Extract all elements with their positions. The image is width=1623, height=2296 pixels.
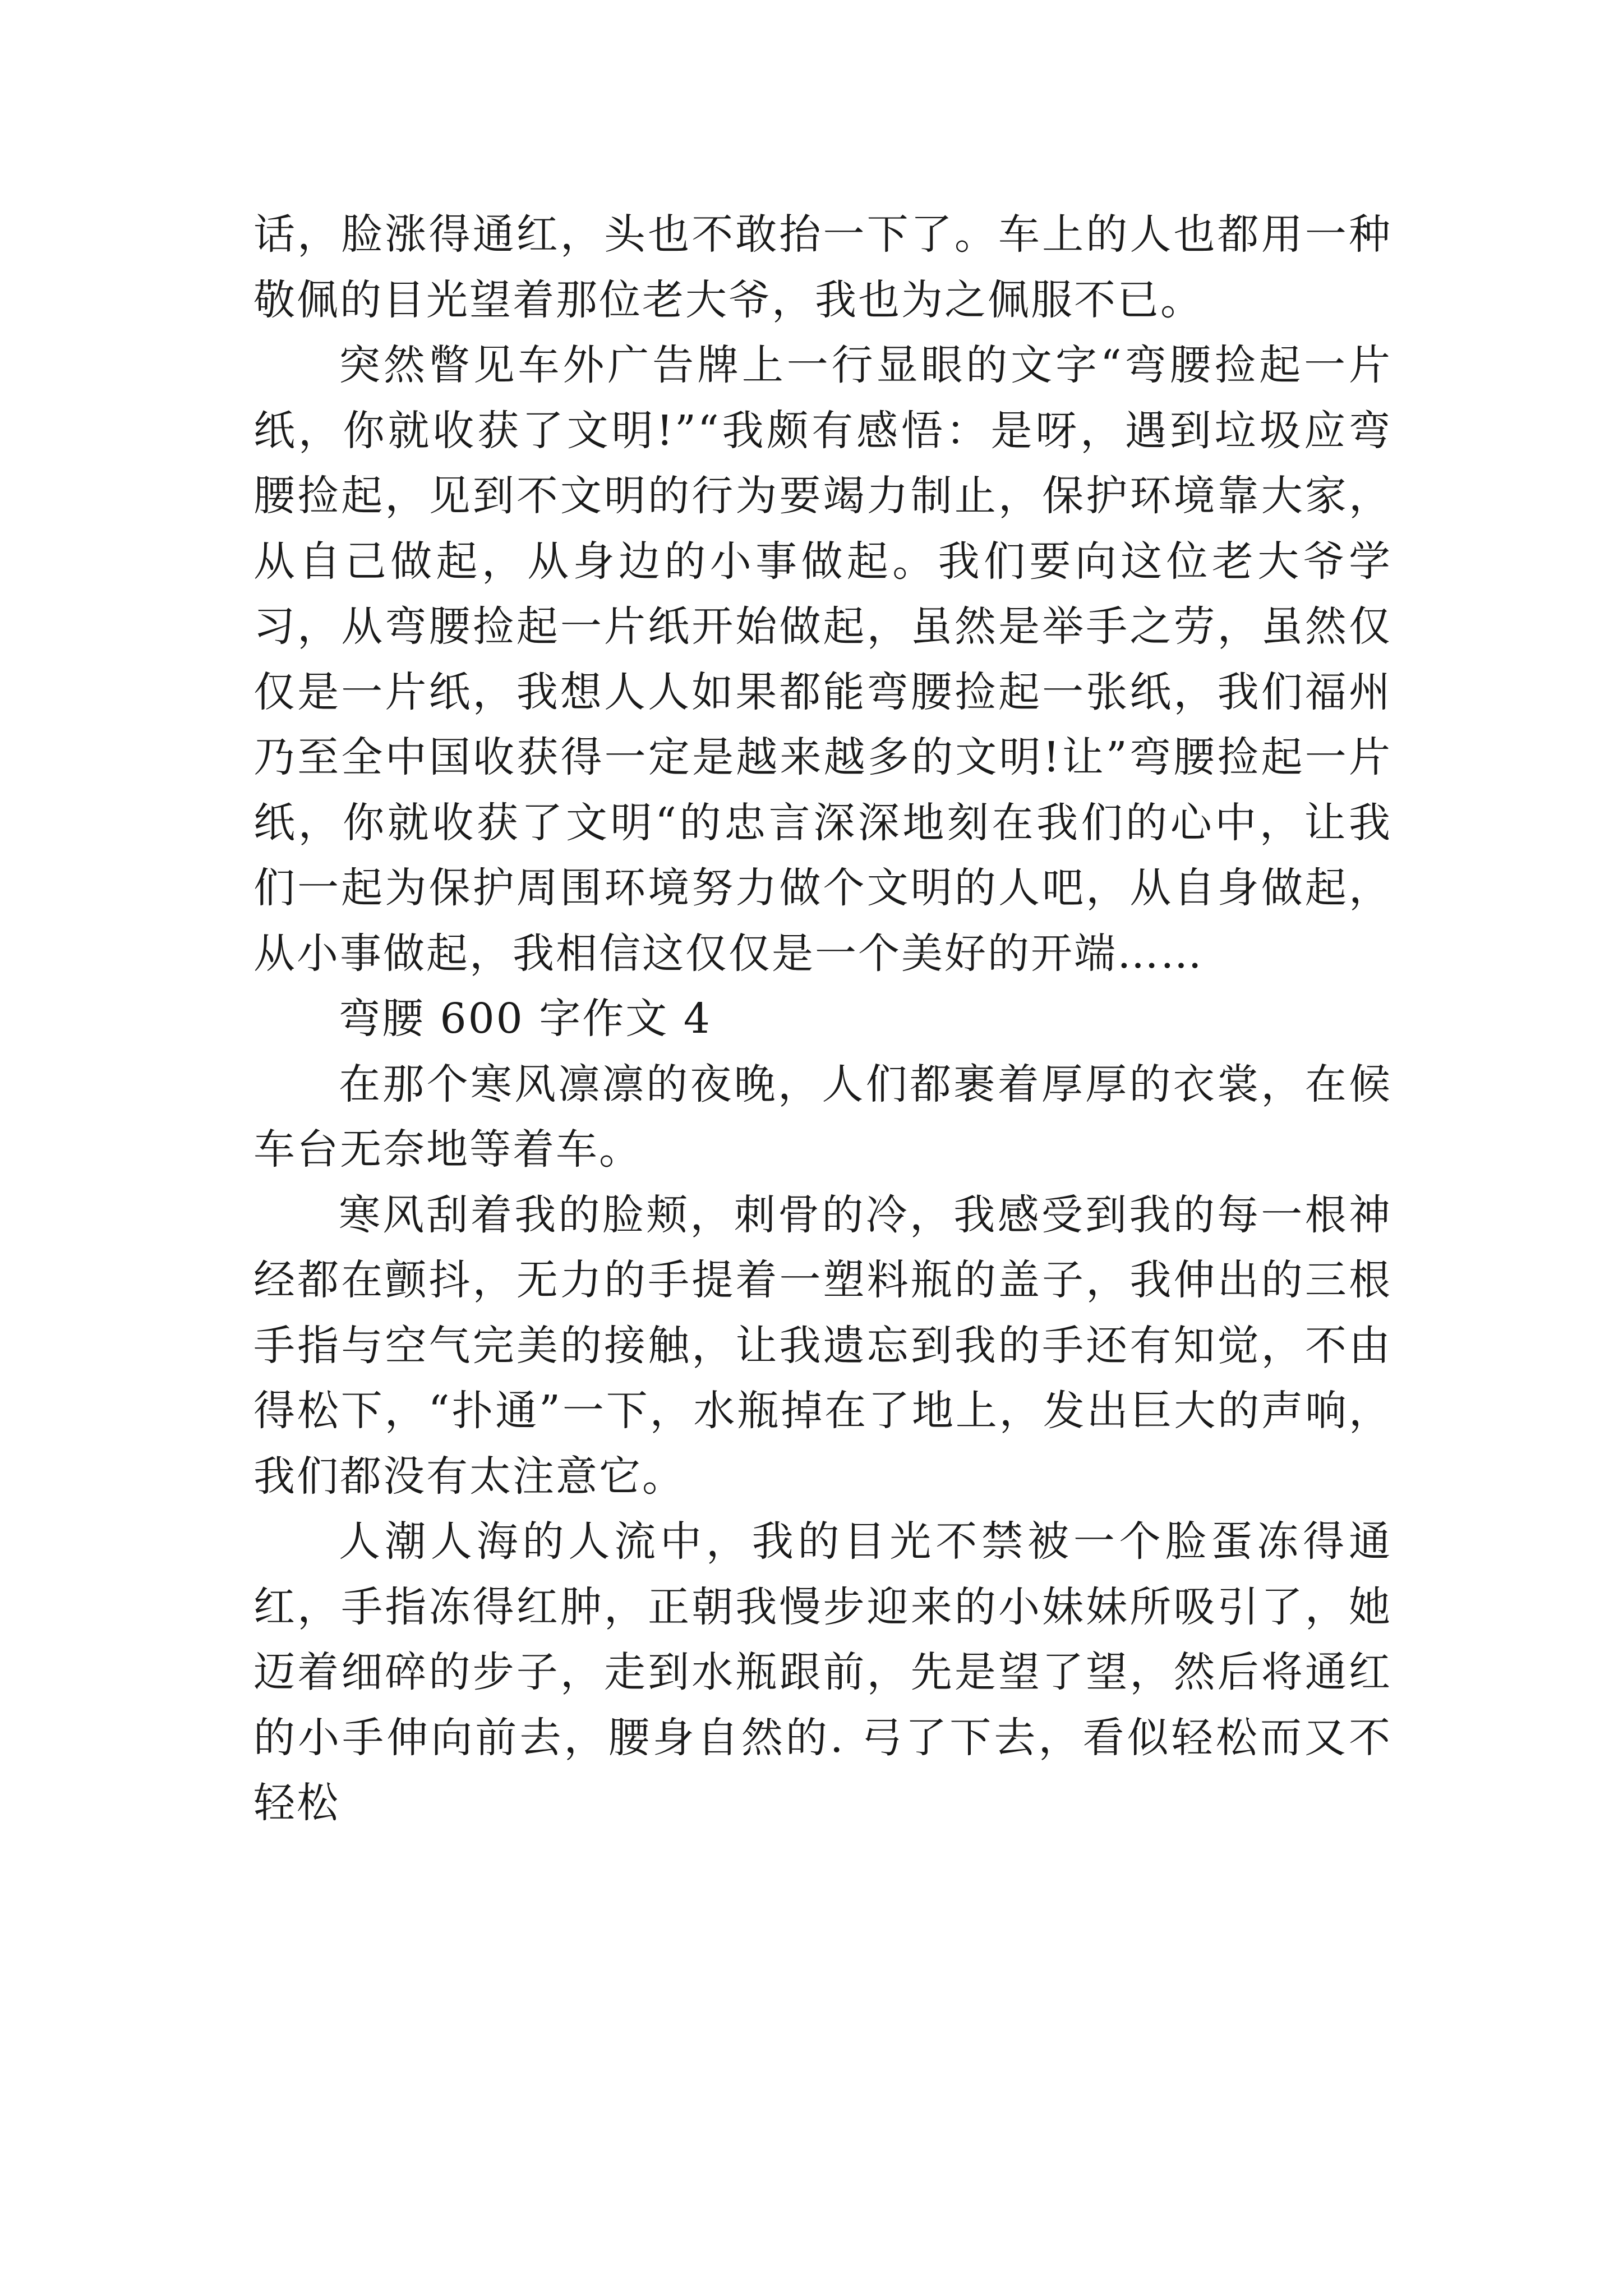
paragraph-2: 突然瞥见车外广告牌上一行显眼的文字“弯腰捡起一片纸，你就收获了文明!”“我颇有感悟：是呀，遇到垃圾应弯腰捡起，见到不文明的行为要竭力制止，保护环境靠大家，从自己做起，从身边的小事做起。我们要向这位老大爷学习，从弯腰捡起一片纸开始做起，虽然是举手之劳，虽然仅仅是一片纸，我想人人如果都能弯腰捡起一张纸，我们福州乃至全中国收获得一定是越来越多的文明!让”弯腰捡起一片纸，你就收获了文明“的忠言深深地刻在我们的心中，让我们一起为保护周围环境努力做个文明的人吧，从自身做起，从小事做起，我相信这仅仅是一个美好的开端…… xyxy=(253,341,1392,978)
paragraph-3: 在那个寒风凛凛的夜晚，人们都裹着厚厚的衣裳，在候车台无奈地等着车。 xyxy=(253,1060,1392,1174)
paragraph-1: 话，脸涨得通红，头也不敢抬一下了。车上的人也都用一种敬佩的目光望着那位老大爷，我也为之佩服不已。 xyxy=(253,210,1392,324)
essay-heading: 弯腰 600 字作文 4 xyxy=(339,995,712,1043)
paragraph-5: 人潮人海的人流中，我的目光不禁被一个脸蛋冻得通红，手指冻得红肿，正朝我慢步迎来的小妹妹所吸引了，她迈着细碎的步子，走到水瓶跟前，先是望了望，然后将通红的小手伸向前去，腰身自然的. 弓了下去，看似轻松而又不轻松 xyxy=(253,1517,1392,1827)
paragraph-4: 寒风刮着我的脸颊，刺骨的冷，我感受到我的每一根神经都在颤抖，无力的手提着一塑料瓶的盖子，我伸出的三根手指与空气完美的接触，让我遗忘到我的手还有知觉，不由得松下，“扑通”一下，水瓶掉在了地上，发出巨大的声响，我们都没有太注意它。 xyxy=(253,1190,1392,1501)
essay-body xyxy=(253,202,1392,1836)
